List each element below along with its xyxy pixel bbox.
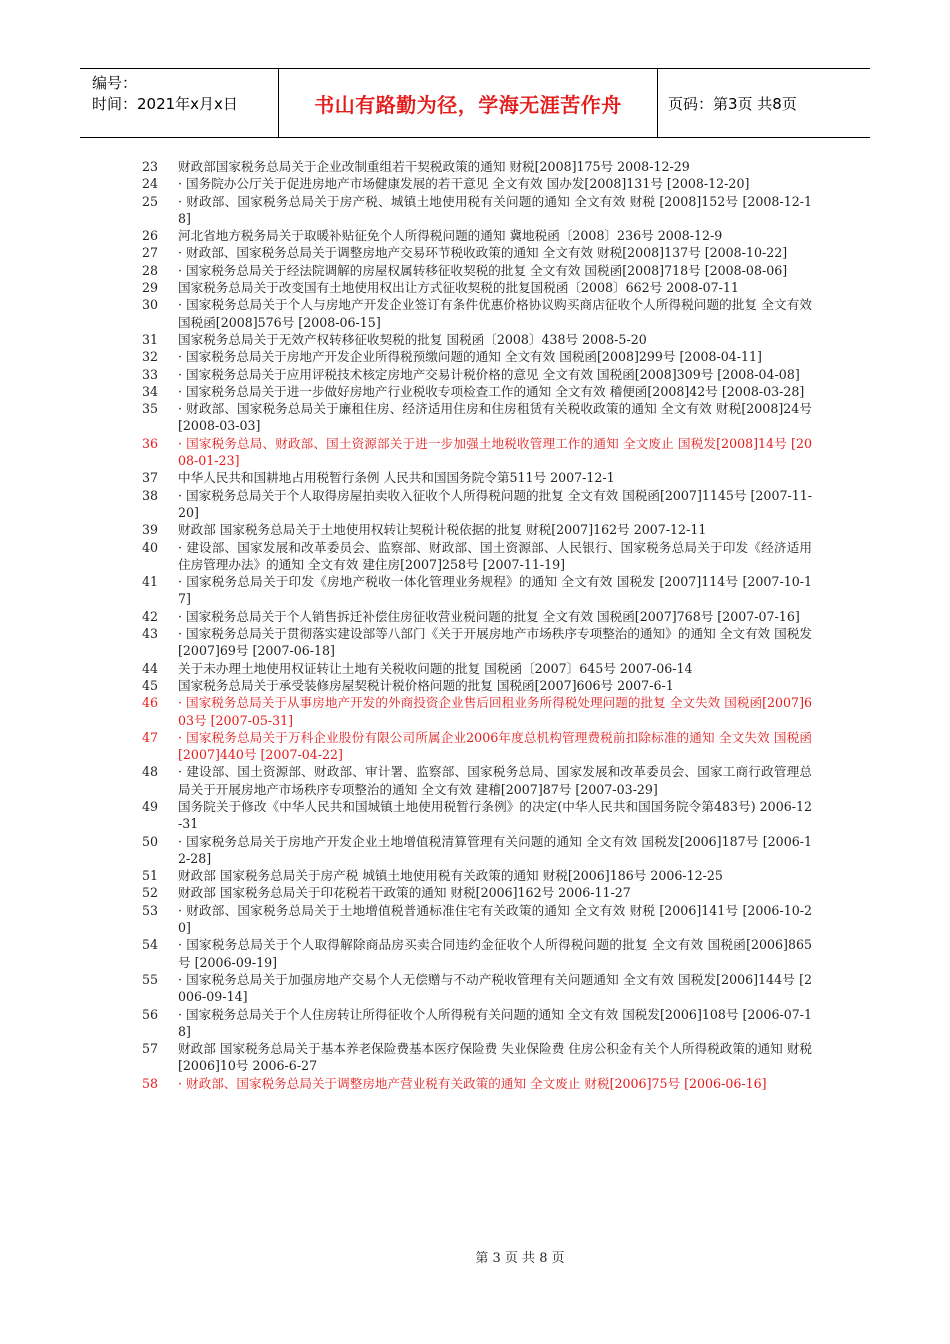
item-text: · 国家税务总局关于个人住房转让所得征收个人所得税有关问题的通知 全文有效 国税发[2006]108号 [2006-07-18]	[178, 1006, 813, 1039]
item-number: 49	[142, 798, 159, 814]
item-number: 24	[142, 176, 159, 192]
item-text: 国家税务总局关于无效产权转移征收契税的批复 国税函〔2008〕438号 2008-5-20	[178, 331, 647, 347]
item-number: 28	[142, 262, 159, 278]
item-number: 26	[142, 228, 159, 244]
list-item	[142, 902, 812, 937]
item-text: · 国务院办公厅关于促进房地产市场健康发展的若干意见 全文有效 国办发[2008]131号 [2008-12-20]	[178, 176, 750, 192]
list-item	[142, 867, 812, 884]
item-number: 53	[142, 902, 159, 918]
list-item	[142, 884, 812, 901]
item-text: · 国家税务总局、财政部、国土资源部关于进一步加强土地税收管理工作的通知 全文废止 国税发[2008]14号 [2008-01-23]	[178, 435, 812, 469]
item-number: 34	[142, 383, 159, 399]
list-item	[142, 158, 812, 175]
list-item	[142, 469, 812, 486]
item-number: 23	[142, 159, 159, 174]
list-item	[142, 435, 812, 470]
list-item	[142, 971, 812, 1006]
item-number: 39	[142, 522, 159, 538]
list-item	[142, 296, 812, 331]
item-number: 57	[142, 1041, 159, 1057]
item-text: · 国家税务总局关于进一步做好房地产行业税收专项检查工作的通知 全文有效 稽便函[2008]42号 [2008-03-28]	[178, 383, 805, 399]
list-item	[142, 262, 812, 279]
item-text: · 财政部、国家税务总局关于调整房地产交易环节税收政策的通知 全文有效 财税[2008]137号 [2008-10-22]	[178, 245, 788, 261]
page-header	[80, 68, 870, 138]
list-item	[142, 539, 812, 574]
item-text: · 财政部、国家税务总局关于房产税、城镇土地使用税有关问题的通知 全文有效 财税 [2008]152号 [2008-12-18]	[178, 193, 812, 226]
item-text: · 财政部、国家税务总局关于廉租住房、经济适用住房和住房租赁有关税收政策的通知 全文有效 财税[2008]24号 [2008-03-03]	[178, 401, 812, 434]
item-text: 财政部 国家税务总局关于房产税 城镇土地使用税有关政策的通知 财税[2006]186号 2006-12-25	[178, 868, 723, 884]
list-item	[142, 798, 812, 833]
item-text: 中华人民共和国耕地占用税暂行条例 人民共和国国务院令第511号 2007-12-1	[178, 470, 615, 486]
item-text: · 国家税务总局关于应用评税技术核定房地产交易计税价格的意见 全文有效 国税函[2008]309号 [2008-04-08]	[178, 366, 800, 382]
list-item	[142, 193, 812, 228]
item-number: 50	[142, 833, 159, 849]
item-text: 财政部 国家税务总局关于基本养老保险费基本医疗保险费 失业保险费 住房公积金有关个人所得税政策的通知 财税[2006]10号 2006-6-27	[178, 1041, 812, 1074]
item-number: 38	[142, 487, 159, 503]
item-text: 财政部 国家税务总局关于土地使用权转让契税计税依据的批复 财税[2007]162号 2007-12-11	[178, 522, 707, 538]
list-item	[142, 400, 812, 435]
item-number: 29	[142, 280, 159, 296]
header-meta	[80, 69, 278, 137]
list-item	[142, 175, 812, 192]
item-number: 42	[142, 608, 159, 624]
item-number: 46	[142, 695, 159, 711]
item-text: · 国家税务总局关于个人取得房屋拍卖收入征收个人所得税问题的批复 全文有效 国税函[2007]1145号 [2007-11-20]	[178, 487, 813, 520]
item-text: · 国家税务总局关于个人与房地产开发企业签订有条件优惠价格协议购买商店征收个人所得税问题的批复 全文有效 国税函[2008]576号 [2008-06-15]	[178, 297, 812, 330]
item-text: 国家税务总局关于改变国有土地使用权出让方式征收契税的批复国税函〔2008〕662号 2008-07-11	[178, 280, 739, 296]
list-item	[142, 227, 812, 244]
item-text: · 国家税务总局关于经法院调解的房屋权属转移征收契税的批复 全文有效 国税函[2008]718号 [2008-08-06]	[178, 262, 788, 278]
list-item	[142, 487, 812, 522]
time-label: 时间：2021年x月x日	[92, 95, 238, 113]
item-number: 44	[142, 660, 159, 676]
item-text: 国务院关于修改《中华人民共和国城镇土地使用税暂行条例》的决定(中华人民共和国国务院令第483号) 2006-12-31	[178, 798, 812, 832]
item-text: 河北省地方税务局关于取暖补贴征免个人所得税问题的通知 冀地税函〔2008〕236号 2008-12-9	[178, 228, 723, 244]
list-item	[142, 573, 812, 608]
item-text: · 国家税务总局关于加强房地产交易个人无偿赠与不动产税收管理有关问题通知 全文有效 国税发[2006]144号 [2006-09-14]	[178, 971, 812, 1005]
list-item	[142, 1075, 812, 1092]
regulation-list	[142, 158, 812, 1092]
page-footer: 第 3 页 共 8 页	[475, 1251, 565, 1266]
list-item	[142, 694, 812, 729]
list-item	[142, 608, 812, 625]
item-number: 55	[142, 971, 159, 987]
motto: 书山有路勤为径，学海无涯苦作舟	[278, 69, 658, 137]
item-number: 43	[142, 626, 159, 642]
item-text: 财政部国家税务总局关于企业改制重组若干契税政策的通知 财税[2008]175号 2008-12-29	[178, 159, 690, 174]
item-number: 45	[142, 677, 159, 693]
item-text: · 国家税务总局关于从事房地产开发的外商投资企业售后回租业务所得税处理问题的批复 全文失效 国税函[2007]603号 [2007-05-31]	[178, 695, 812, 728]
item-number: 41	[142, 574, 159, 590]
code-label: 编号：	[92, 74, 138, 92]
list-item	[142, 383, 812, 400]
page-number-label: 页码：第3页 共8页	[668, 94, 797, 113]
list-item	[142, 729, 812, 764]
item-text: · 财政部、国家税务总局关于土地增值税普通标准住宅有关政策的通知 全文有效 财税 [2006]141号 [2006-10-20]	[178, 902, 812, 936]
list-item	[142, 279, 812, 296]
list-item	[142, 833, 812, 868]
item-number: 32	[142, 349, 159, 365]
item-number: 33	[142, 366, 159, 382]
item-number: 40	[142, 539, 159, 555]
item-number: 48	[142, 764, 159, 780]
item-text: · 国家税务总局关于印发《房地产税收一体化管理业务规程》的通知 全文有效 国税发 [2007]114号 [2007-10-17]	[178, 574, 812, 607]
item-text: 国家税务总局关于承受装修房屋契税计税价格问题的批复 国税函[2007]606号 2007-6-1	[178, 677, 674, 693]
item-text: 关于未办理土地使用权证转让土地有关税收问题的批复 国税函〔2007〕645号 2007-06-14	[178, 660, 693, 676]
list-item	[142, 244, 812, 261]
list-item	[142, 366, 812, 383]
item-text: · 国家税务总局关于房地产开发企业土地增值税清算管理有关问题的通知 全文有效 国税发[2006]187号 [2006-12-28]	[178, 833, 812, 866]
item-number: 51	[142, 868, 159, 884]
item-text: 财政部 国家税务总局关于印花税若干政策的通知 财税[2006]162号 2006-11-27	[178, 885, 631, 901]
item-text: · 国家税务总局关于个人取得解除商品房买卖合同违约金征收个人所得税问题的批复 全文有效 国税函[2006]865号 [2006-09-19]	[178, 937, 812, 970]
item-text: · 国家税务总局关于万科企业股份有限公司所属企业2006年度总机构管理费税前扣除标准的通知 全文失效 国税函[2007]440号 [2007-04-22]	[178, 729, 812, 763]
item-number: 52	[142, 885, 159, 901]
item-text: · 财政部、国家税务总局关于调整房地产营业税有关政策的通知 全文废止 财税[2006]75号 [2006-06-16]	[178, 1075, 767, 1091]
list-item	[142, 625, 812, 660]
item-number: 27	[142, 245, 159, 261]
item-number: 37	[142, 470, 159, 486]
item-number: 56	[142, 1006, 159, 1022]
item-number: 25	[142, 193, 159, 209]
item-text: · 国家税务总局关于贯彻落实建设部等八部门《关于开展房地产市场秩序专项整治的通知》的通知 全文有效 国税发[2007]69号 [2007-06-18]	[178, 626, 812, 659]
item-number: 35	[142, 401, 159, 417]
list-item	[142, 936, 812, 971]
item-number: 58	[142, 1075, 159, 1091]
item-number: 36	[142, 435, 159, 451]
item-number: 31	[142, 331, 159, 347]
list-item	[142, 1040, 812, 1075]
item-text: · 建设部、国家发展和改革委员会、监察部、财政部、国土资源部、人民银行、国家税务总局关于印发《经济适用住房管理办法》的通知 全文有效 建住房[2007]258号 [2007-11-19]	[178, 539, 812, 572]
item-text: · 国家税务总局关于个人销售拆迁补偿住房征收营业税问题的批复 全文有效 国税函[2007]768号 [2007-07-16]	[178, 608, 800, 624]
list-item	[142, 331, 812, 348]
list-item	[142, 1006, 812, 1041]
list-item	[142, 348, 812, 365]
list-item	[142, 763, 812, 798]
item-number: 30	[142, 297, 159, 313]
list-item	[142, 660, 812, 677]
list-item	[142, 521, 812, 538]
list-item	[142, 677, 812, 694]
item-text: · 国家税务总局关于房地产开发企业所得税预缴问题的通知 全文有效 国税函[2008]299号 [2008-04-11]	[178, 349, 762, 365]
item-text: · 建设部、国土资源部、财政部、审计署、监察部、国家税务总局、国家发展和改革委员会、国家工商行政管理总局关于开展房地产市场秩序专项整治的通知 全文有效 建稽[2007]87号 [2007-03-29]	[178, 764, 812, 797]
item-number: 54	[142, 937, 159, 953]
item-number: 47	[142, 729, 159, 745]
